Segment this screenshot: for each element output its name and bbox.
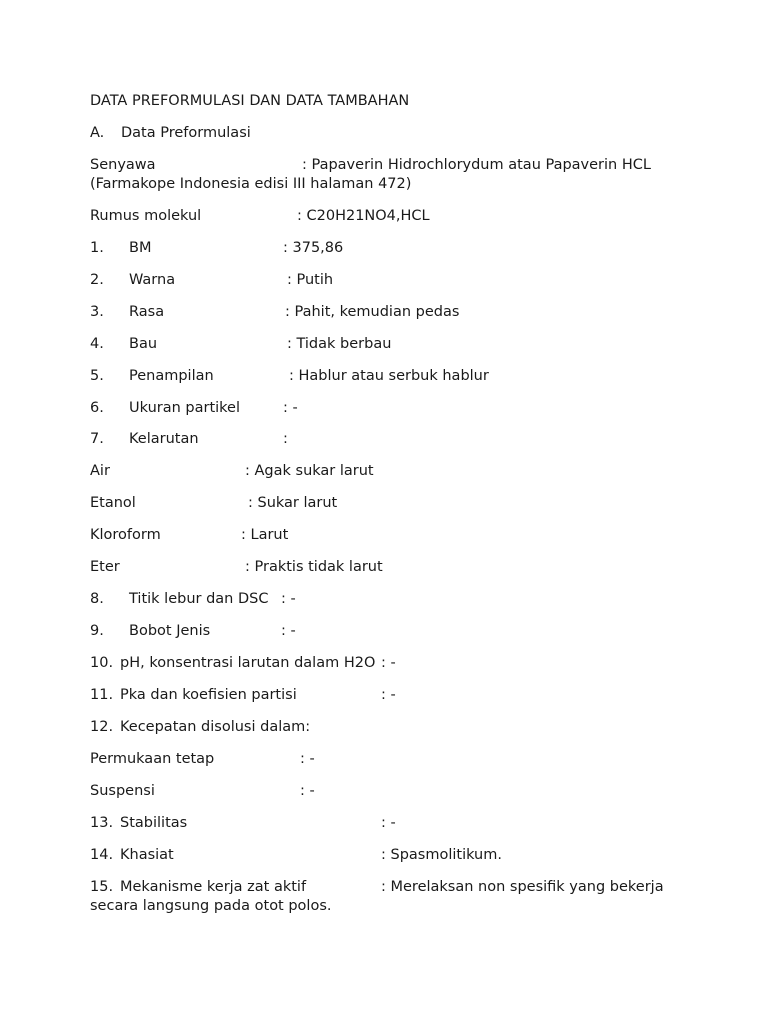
item-value: : - bbox=[381, 687, 396, 703]
item-value: : - bbox=[281, 591, 296, 607]
item-number: 3. bbox=[90, 304, 104, 320]
item-number: 15. bbox=[90, 879, 114, 895]
rumus-value: : C20H21NO4,HCL bbox=[297, 208, 430, 224]
item-label: Kelarutan bbox=[129, 431, 199, 447]
solubility-value: : Sukar larut bbox=[248, 495, 338, 511]
item-label: BM bbox=[129, 240, 152, 256]
item-number: 7. bbox=[90, 431, 104, 447]
item-number: 12. bbox=[90, 719, 114, 735]
item-label: Khasiat bbox=[120, 847, 174, 863]
solubility-value: : Larut bbox=[241, 527, 289, 543]
dissolution-value: : - bbox=[300, 751, 315, 767]
item-label: Bobot Jenis bbox=[129, 623, 211, 639]
dissolution-value: : - bbox=[300, 783, 315, 799]
item-label: Kecepatan disolusi dalam: bbox=[120, 719, 311, 735]
section-a-heading: Data Preformulasi bbox=[121, 125, 251, 141]
item-number: 5. bbox=[90, 368, 104, 384]
item-label: Pka dan koefisien partisi bbox=[120, 687, 297, 703]
solubility-label: Etanol bbox=[90, 495, 136, 511]
dissolution-label: Suspensi bbox=[90, 783, 155, 799]
item-value: : 375,86 bbox=[283, 240, 344, 256]
dissolution-label: Permukaan tetap bbox=[90, 751, 215, 767]
item-value: : bbox=[283, 431, 288, 447]
item-number: 14. bbox=[90, 847, 114, 863]
item-number: 6. bbox=[90, 400, 104, 416]
item-label: Warna bbox=[129, 272, 176, 288]
item-label: Mekanisme kerja zat aktif bbox=[120, 879, 307, 895]
document-title: DATA PREFORMULASI DAN DATA TAMBAHAN bbox=[90, 93, 410, 109]
item-value: : Hablur atau serbuk hablur bbox=[289, 368, 489, 384]
item-number: 9. bbox=[90, 623, 104, 639]
item-value: : Pahit, kemudian pedas bbox=[285, 304, 460, 320]
item-label: Titik lebur dan DSC bbox=[129, 591, 269, 607]
item-label: pH, konsentrasi larutan dalam H2O bbox=[120, 655, 376, 671]
item-number: 2. bbox=[90, 272, 104, 288]
senyawa-value: : Papaverin Hidrochlorydum atau Papaverin HCL bbox=[302, 157, 651, 173]
item-value: : - bbox=[283, 400, 298, 416]
item-value: : Putih bbox=[287, 272, 334, 288]
item-label: Rasa bbox=[129, 304, 165, 320]
senyawa-label: Senyawa bbox=[90, 157, 156, 173]
item-label: Bau bbox=[129, 336, 158, 352]
item-number: 1. bbox=[90, 240, 104, 256]
rumus-label: Rumus molekul bbox=[90, 208, 202, 224]
item-value: : - bbox=[381, 815, 396, 831]
item-value: : Spasmolitikum. bbox=[381, 847, 502, 863]
item-value: : - bbox=[381, 655, 396, 671]
item-number: 13. bbox=[90, 815, 114, 831]
solubility-label: Air bbox=[90, 463, 110, 479]
item-number: 8. bbox=[90, 591, 104, 607]
solubility-label: Kloroform bbox=[90, 527, 161, 543]
solubility-value: : Agak sukar larut bbox=[245, 463, 374, 479]
item-label: Ukuran partikel bbox=[129, 400, 240, 416]
item-value: : Merelaksan non spesifik yang bekerja bbox=[381, 879, 664, 895]
solubility-value: : Praktis tidak larut bbox=[245, 559, 383, 575]
item-label: Stabilitas bbox=[120, 815, 188, 831]
solubility-label: Eter bbox=[90, 559, 120, 575]
item-continuation: secara langsung pada otot polos. bbox=[90, 898, 332, 914]
item-number: 11. bbox=[90, 687, 114, 703]
item-number: 4. bbox=[90, 336, 104, 352]
item-value: : - bbox=[281, 623, 296, 639]
item-label: Penampilan bbox=[129, 368, 214, 384]
item-number: 10. bbox=[90, 655, 114, 671]
senyawa-note: (Farmakope Indonesia edisi III halaman 472) bbox=[90, 176, 412, 192]
item-value: : Tidak berbau bbox=[287, 336, 392, 352]
section-a-marker: A. bbox=[90, 125, 105, 141]
